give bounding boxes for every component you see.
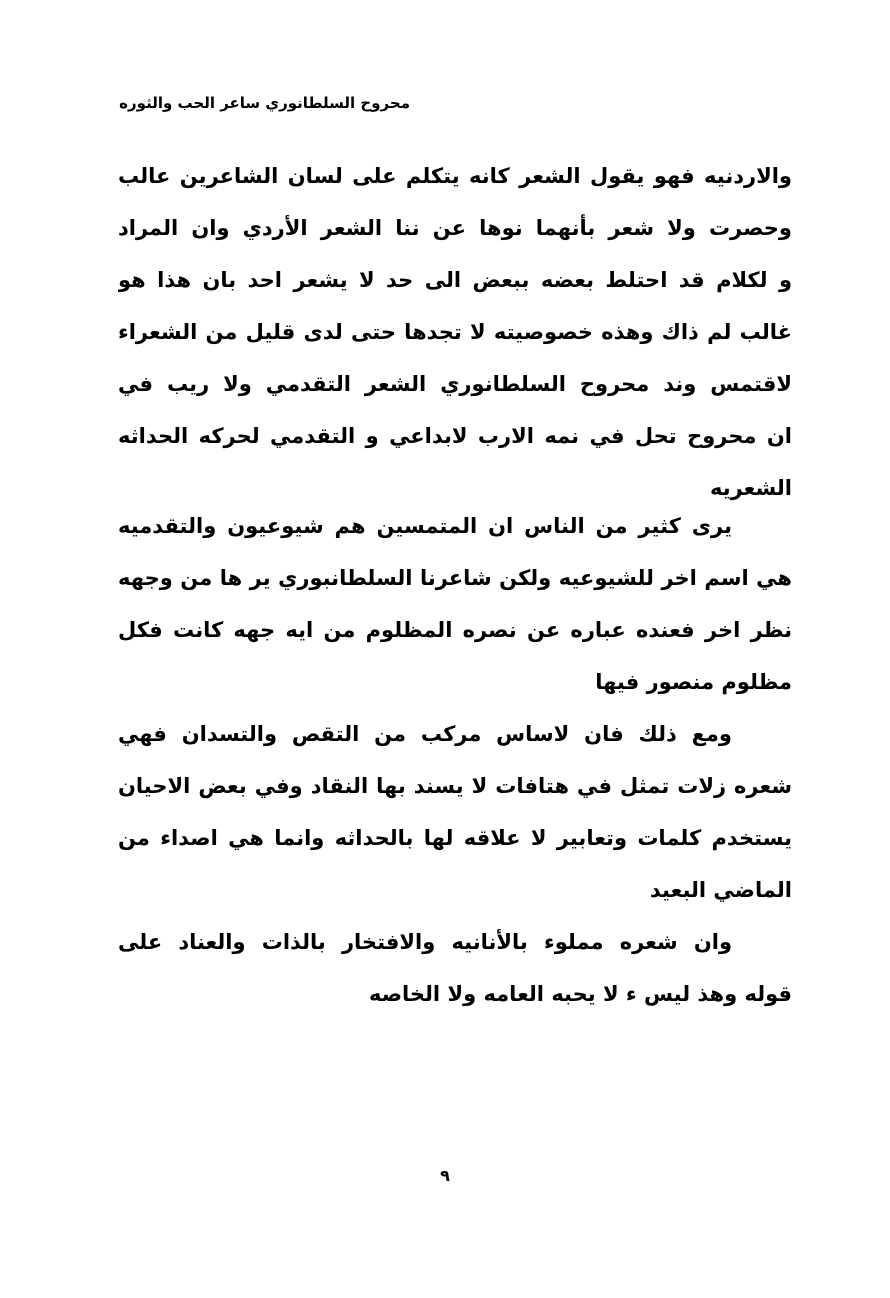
paragraph-line: والاردنيه فهو يقول الشعر كانه يتكلم على لسان الشاعرين عالب <box>118 164 792 188</box>
paragraph-line: قوله وهذ ليس ء لا يحبه العامه ولا الخاصه <box>369 982 792 1006</box>
paragraph-line: يرى كثير من الناس ان المتمسين هم شيوعيون والتقدميه <box>118 514 732 538</box>
paragraph-2 <box>118 500 792 708</box>
page-number: ٩ <box>440 1166 450 1185</box>
paragraph-line: ان محروح تحل في نمه الارب لابداعي و التقدمي لحركه الحداثه <box>118 424 792 448</box>
paragraph-line: مظلوم منصور فيها <box>595 670 792 694</box>
paragraph-line: وحصرت ولا شعر بأنهما نوها عن ننا الشعر الأردي وان المراد <box>118 216 792 240</box>
paragraph-1 <box>118 150 792 514</box>
paragraph-line: هي اسم اخر للشيوعيه ولكن شاعرنا السلطانبوري ير ها من وجهه <box>118 566 792 590</box>
paragraph-line: وان شعره مملوء بالأنانيه والافتخار بالذات والعناد على <box>118 930 732 954</box>
paragraph-line: و لكلام قد احتلط بعضه ببعض الى حد لا يشعر احد بان هذا هو <box>118 268 792 292</box>
paragraph-line: نظر اخر فعنده عباره عن نصره المظلوم من ايه جهه كانت فكل <box>118 618 792 642</box>
paragraph-line: ومع ذلك فان لاساس مركب من التقص والتسدان فهي <box>118 722 732 746</box>
paragraph-line: شعره زلات تمثل في هتافات لا يسند بها النقاد وفي بعض الاحيان <box>118 774 792 798</box>
paragraph-line: يستخدم كلمات وتعابير لا علاقه لها بالحداثه وانما هي اصداء من <box>118 826 792 850</box>
paragraph-line: غالب لم ذاك وهذه خصوصيته لا تجدها حتى لدى قليل من الشعراء <box>118 320 792 344</box>
running-header: محروح السلطانوري ساعر الحب والثوره <box>119 94 410 112</box>
paragraph-line: الشعريه <box>710 476 792 500</box>
paragraph-3 <box>118 708 792 916</box>
paragraph-line: لاقتمس وند محروح السلطانوري الشعر التقدمي ولا ريب في <box>118 372 792 396</box>
paragraph-4 <box>118 916 792 1020</box>
paragraph-line: الماضي البعيد <box>649 878 792 902</box>
